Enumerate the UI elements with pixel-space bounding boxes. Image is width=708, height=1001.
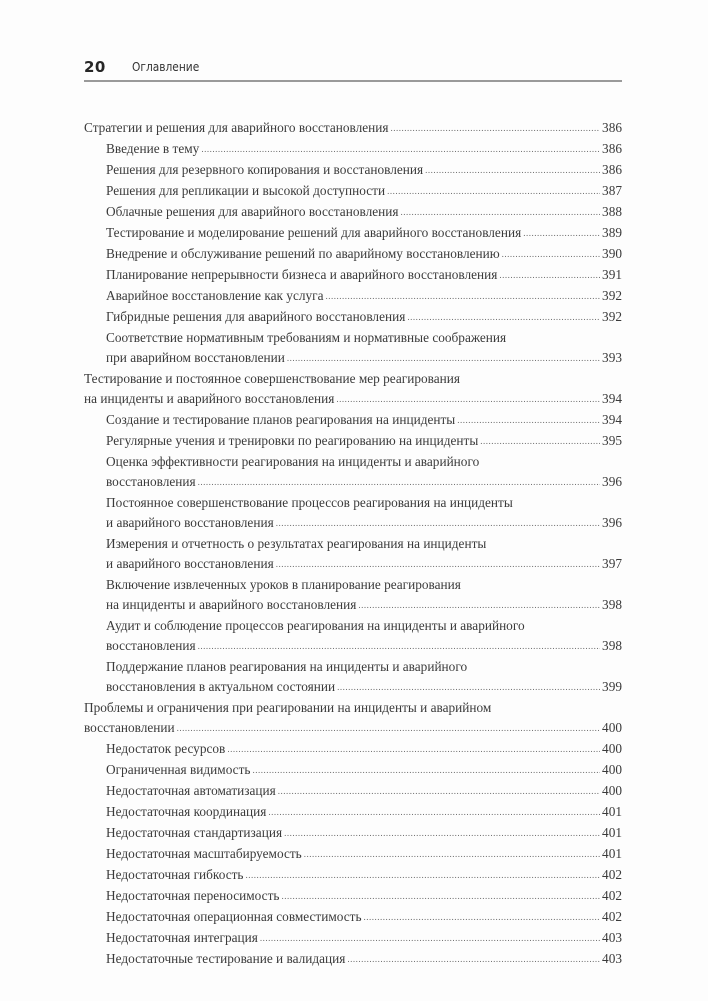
toc-subsection-entry[interactable] <box>84 823 622 843</box>
toc-entry-title: Недостаточная масштабируемость <box>106 846 302 861</box>
toc-entry-line <box>106 223 622 243</box>
toc-entry-title: восстановлении <box>84 720 175 735</box>
dot-leader <box>281 886 600 906</box>
toc-entry-title: Решения для резервного копирования и восстановления <box>106 162 424 177</box>
toc-subsection-entry[interactable] <box>84 949 622 969</box>
dot-leader <box>284 823 600 843</box>
toc-entry-line <box>106 452 622 472</box>
toc-subsection-entry[interactable] <box>84 760 622 780</box>
toc-entry-line <box>106 949 622 969</box>
toc-subsection-entry[interactable] <box>84 907 622 927</box>
dot-leader <box>347 949 600 969</box>
toc-subsection-entry[interactable] <box>84 781 622 801</box>
toc-entry-title: Тестирование и постоянное совершенствование мер реагирования <box>84 371 460 386</box>
toc-entry-title: Недостаточная переносимость <box>106 888 280 903</box>
toc-entry-line <box>106 739 622 759</box>
toc-subsection-entry[interactable] <box>84 616 622 656</box>
toc-page-number: 388 <box>602 204 622 219</box>
toc-subsection-entry[interactable] <box>84 802 622 822</box>
toc-page-number: 403 <box>602 930 622 945</box>
toc-section-entry[interactable] <box>84 118 622 138</box>
toc-page-number: 394 <box>602 391 622 406</box>
dot-leader <box>502 244 600 264</box>
dot-leader <box>457 410 600 430</box>
toc-page-number: 402 <box>602 867 622 882</box>
toc-page-number: 402 <box>602 909 622 924</box>
toc-entry-title: Стратегии и решения для аварийного восстановления <box>84 120 389 135</box>
dot-leader <box>276 513 600 533</box>
toc-entry-title: Решения для репликации и высокой доступности <box>106 183 386 198</box>
toc-entry-title: Внедрение и обслуживание решений по аварийному восстановлению <box>106 246 500 261</box>
toc-entry-title: Недостаток ресурсов <box>106 741 226 756</box>
toc-page-number: 386 <box>602 120 622 135</box>
toc-subsection-entry[interactable] <box>84 286 622 306</box>
toc-entry-title: Недостаточная стандартизация <box>106 825 283 840</box>
toc-entry-title: на инциденты и аварийного восстановления <box>84 391 335 406</box>
toc-page-number: 402 <box>602 888 622 903</box>
toc-entry-line <box>84 369 622 389</box>
toc-entry-title: Недостаточная гибкость <box>106 867 244 882</box>
toc-entry-title: восстановления <box>106 638 196 653</box>
toc-subsection-entry[interactable] <box>84 865 622 885</box>
toc-entry-title: Аудит и соблюдение процессов реагирования на инциденты и аварийного <box>106 618 525 633</box>
toc-entry-line <box>84 118 622 138</box>
toc-subsection-entry[interactable] <box>84 575 622 615</box>
dot-leader <box>201 139 600 159</box>
page-number: 20 <box>84 58 106 76</box>
toc-entry-line <box>106 616 622 636</box>
toc-entry-title: Включение извлеченных уроков в планирование реагирования <box>106 577 461 592</box>
toc-page-number: 387 <box>602 183 622 198</box>
dot-leader <box>252 760 600 780</box>
toc-page-number: 392 <box>602 288 622 303</box>
dot-leader <box>198 472 600 492</box>
toc-subsection-entry[interactable] <box>84 307 622 327</box>
toc-entry-line <box>106 575 622 595</box>
toc-entry-line <box>106 160 622 180</box>
dot-leader <box>407 307 600 327</box>
dot-leader <box>227 739 600 759</box>
toc-subsection-entry[interactable] <box>84 493 622 533</box>
toc-entry-title: Аварийное восстановление как услуга <box>106 288 324 303</box>
toc-entry-line <box>106 202 622 222</box>
dot-leader <box>480 431 600 451</box>
toc-page-number: 391 <box>602 267 622 282</box>
toc-entry-line <box>106 307 622 327</box>
toc-entry-title: Поддержание планов реагирования на инциденты и аварийного <box>106 659 468 674</box>
toc-entry-line <box>106 286 622 306</box>
dot-leader <box>425 160 600 180</box>
toc-entry-title: Недостаточные тестирование и валидация <box>106 951 346 966</box>
header-divider <box>84 80 622 82</box>
toc-page-number: 401 <box>602 804 622 819</box>
toc-entry-title: и аварийного восстановления <box>106 556 274 571</box>
toc-subsection-entry[interactable] <box>84 431 622 451</box>
toc-page-number: 397 <box>602 556 622 571</box>
toc-subsection-entry[interactable] <box>84 886 622 906</box>
toc-subsection-entry[interactable] <box>84 181 622 201</box>
toc-entry-line <box>106 657 622 677</box>
toc-page-number: 396 <box>602 474 622 489</box>
toc-subsection-entry[interactable] <box>84 739 622 759</box>
toc-entry-line <box>106 865 622 885</box>
dot-leader <box>304 844 600 864</box>
toc-entry-line <box>106 554 622 574</box>
toc-entry-title: Измерения и отчетность о результатах реагирования на инциденты <box>106 536 487 551</box>
toc-section-entry[interactable] <box>84 369 622 409</box>
toc-entry-line <box>106 348 622 368</box>
dot-leader <box>278 781 600 801</box>
toc-section-entry[interactable] <box>84 698 622 738</box>
dot-leader <box>268 802 600 822</box>
toc-subsection-entry[interactable] <box>84 928 622 948</box>
toc-entry-title: Недостаточная координация <box>106 804 267 819</box>
toc-entry-line <box>106 677 622 697</box>
dot-leader <box>325 286 600 306</box>
toc-subsection-entry[interactable] <box>84 844 622 864</box>
toc-page-number: 398 <box>602 638 622 653</box>
dot-leader <box>276 554 600 574</box>
toc-subsection-entry[interactable] <box>84 657 622 697</box>
toc-entry-line <box>106 886 622 906</box>
toc-entry-line <box>106 472 622 492</box>
toc-entry-line <box>106 181 622 201</box>
toc-entry-title: Постоянное совершенствование процессов реагирования на инциденты <box>106 495 513 510</box>
toc-entry-line <box>106 265 622 285</box>
toc-entry-line <box>106 636 622 656</box>
toc-entry-line <box>106 907 622 927</box>
dot-leader <box>337 677 600 697</box>
toc-entry-line <box>106 328 622 348</box>
toc-entry-title: Создание и тестирование планов реагирования на инциденты <box>106 412 456 427</box>
toc-page-number: 393 <box>602 350 622 365</box>
toc-entry-line <box>84 718 622 738</box>
dot-leader <box>364 907 601 927</box>
toc-entry-line <box>106 513 622 533</box>
toc-entry-line <box>106 802 622 822</box>
toc-subsection-entry[interactable] <box>84 202 622 222</box>
toc-subsection-entry[interactable] <box>84 328 622 368</box>
toc-subsection-entry[interactable] <box>84 139 622 159</box>
toc-entry-line <box>106 431 622 451</box>
toc-entry-title: Регулярные учения и тренировки по реагированию на инциденты <box>106 433 479 448</box>
toc-entry-title: Проблемы и ограничения при реагировании на инциденты и аварийном <box>84 700 492 715</box>
toc-entry-title: и аварийного восстановления <box>106 515 274 530</box>
toc-entry-line <box>106 760 622 780</box>
toc-page-number: 398 <box>602 597 622 612</box>
toc-page-number: 400 <box>602 720 622 735</box>
toc-entry-title: Недостаточная операционная совместимость <box>106 909 362 924</box>
toc-page-number: 400 <box>602 783 622 798</box>
dot-leader <box>358 595 600 615</box>
toc-entry-title: восстановления <box>106 474 196 489</box>
toc-entry-line <box>106 595 622 615</box>
toc-subsection-entry[interactable] <box>84 244 622 264</box>
toc-entry-title: восстановления в актуальном состоянии <box>106 679 336 694</box>
toc-subsection-entry[interactable] <box>84 452 622 492</box>
dot-leader <box>390 118 600 138</box>
running-header <box>84 56 622 82</box>
toc-entry-title: Гибридные решения для аварийного восстановления <box>106 309 406 324</box>
toc-entry-title: Ограниченная видимость <box>106 762 251 777</box>
dot-leader <box>336 389 600 409</box>
toc-page-number: 386 <box>602 162 622 177</box>
toc-entry-title: на инциденты и аварийного восстановления <box>106 597 357 612</box>
running-title: Оглавление <box>132 59 200 74</box>
toc-page-number: 395 <box>602 433 622 448</box>
toc-entry-line <box>106 844 622 864</box>
toc-entry-title: Тестирование и моделирование решений для аварийного восстановления <box>106 225 522 240</box>
toc-page-number: 400 <box>602 762 622 777</box>
dot-leader <box>260 928 600 948</box>
toc-entry-line <box>106 823 622 843</box>
toc-entry-title: Недостаточная автоматизация <box>106 783 276 798</box>
toc-page-number: 386 <box>602 141 622 156</box>
toc-entry-line <box>106 139 622 159</box>
toc-page-number: 403 <box>602 951 622 966</box>
toc-entry-title: Облачные решения для аварийного восстановления <box>106 204 399 219</box>
toc-entry-line <box>106 493 622 513</box>
toc-entry-title: Недостаточная интеграция <box>106 930 258 945</box>
toc-subsection-entry[interactable] <box>84 534 622 574</box>
dot-leader <box>198 636 600 656</box>
dot-leader <box>245 865 600 885</box>
toc-page-number: 394 <box>602 412 622 427</box>
toc-subsection-entry[interactable] <box>84 223 622 243</box>
toc-page-number: 400 <box>602 741 622 756</box>
table-of-contents <box>84 118 622 970</box>
toc-entry-title: Оценка эффективности реагирования на инциденты и аварийного <box>106 454 480 469</box>
toc-entry-title: Введение в тему <box>106 141 200 156</box>
dot-leader <box>400 202 600 222</box>
toc-entry-title: при аварийном восстановлении <box>106 350 285 365</box>
toc-page-number: 392 <box>602 309 622 324</box>
toc-entry-title: Соответствие нормативным требованиям и нормативные соображения <box>106 330 507 345</box>
toc-page-number: 399 <box>602 679 622 694</box>
dot-leader <box>523 223 600 243</box>
toc-page-number: 396 <box>602 515 622 530</box>
toc-entry-line <box>84 389 622 409</box>
toc-entry-line <box>84 698 622 718</box>
toc-subsection-entry[interactable] <box>84 160 622 180</box>
dot-leader <box>177 718 600 738</box>
toc-page-number: 401 <box>602 846 622 861</box>
toc-page-number: 389 <box>602 225 622 240</box>
dot-leader <box>287 348 600 368</box>
toc-entry-line <box>106 928 622 948</box>
toc-entry-line <box>106 410 622 430</box>
toc-entry-title: Планирование непрерывности бизнеса и аварийного восстановления <box>106 267 498 282</box>
toc-subsection-entry[interactable] <box>84 265 622 285</box>
toc-page-number: 401 <box>602 825 622 840</box>
toc-subsection-entry[interactable] <box>84 410 622 430</box>
toc-page-number: 390 <box>602 246 622 261</box>
toc-entry-line <box>106 781 622 801</box>
dot-leader <box>387 181 600 201</box>
dot-leader <box>499 265 600 285</box>
toc-entry-line <box>106 244 622 264</box>
toc-entry-line <box>106 534 622 554</box>
